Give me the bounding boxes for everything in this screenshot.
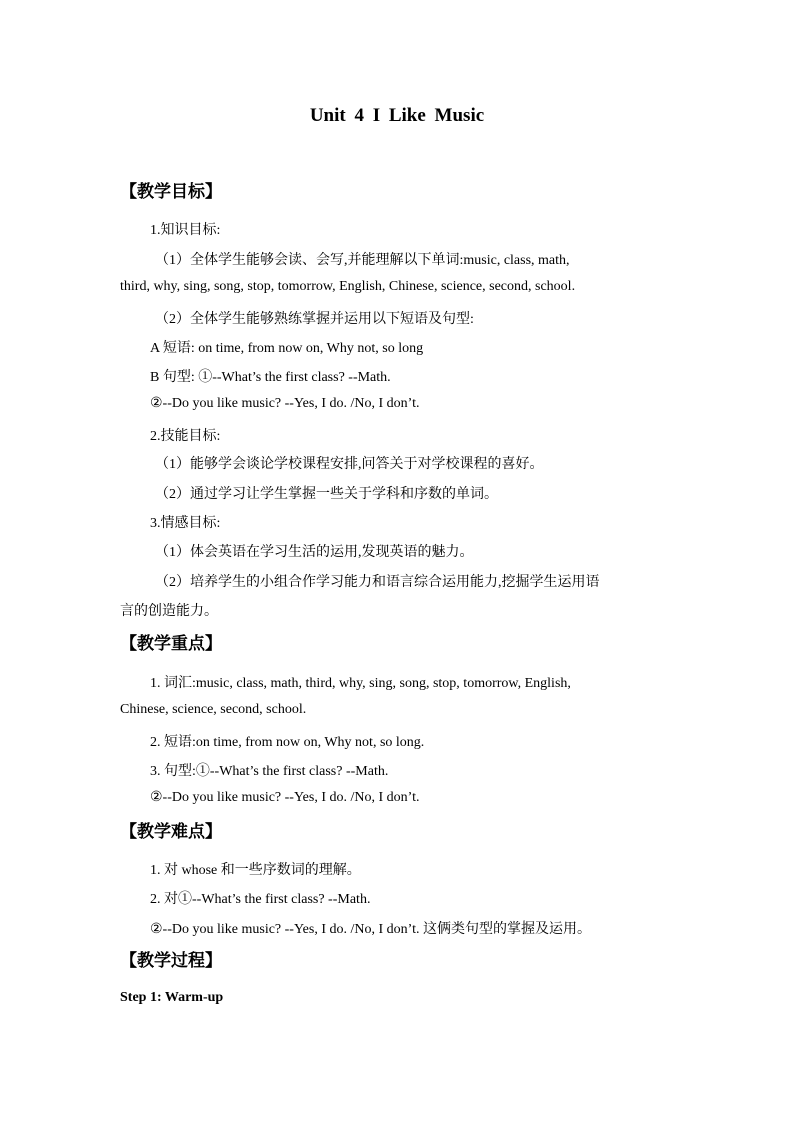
heading-objectives: 【教学目标】 xyxy=(120,182,222,202)
objectives-line: （2）通过学习让学生掌握一些关于学科和序数的单词。 xyxy=(155,487,498,502)
difficulties-line: ②--Do you like music? --Yes, I do. /No, I don’t. 这俩类句型的掌握及运用。 xyxy=(150,922,591,937)
objectives-line: B 句型: ①--What’s the first class? --Math. xyxy=(150,370,391,385)
key-points-line: ②--Do you like music? --Yes, I do. /No, I don’t. xyxy=(150,790,420,805)
key-points-line: 3. 句型:①--What’s the first class? --Math. xyxy=(150,764,389,779)
heading-process: 【教学过程】 xyxy=(120,951,222,971)
heading-key-points: 【教学重点】 xyxy=(120,634,222,654)
objectives-line: 3.情感目标: xyxy=(150,516,221,531)
difficulties-line: 2. 对①--What’s the first class? --Math. xyxy=(150,892,371,907)
heading-difficulties: 【教学难点】 xyxy=(120,822,222,842)
objectives-line: 2.技能目标: xyxy=(150,429,221,444)
objectives-line: 言的创造能力。 xyxy=(120,604,218,619)
objectives-line: 1.知识目标: xyxy=(150,223,221,238)
objectives-line: （2）全体学生能够熟练掌握并运用以下短语及句型: xyxy=(155,312,474,327)
objectives-line: （1）体会英语在学习生活的运用,发现英语的魅力。 xyxy=(155,545,474,560)
objectives-line: ②--Do you like music? --Yes, I do. /No, I don’t. xyxy=(150,396,420,411)
document-title: Unit 4 I Like Music xyxy=(309,105,485,126)
key-points-line: Chinese, science, second, school. xyxy=(120,702,307,717)
key-points-line: 2. 短语:on time, from now on, Why not, so long. xyxy=(150,735,425,750)
objectives-line: A 短语: on time, from now on, Why not, so long xyxy=(150,341,424,356)
objectives-line: （1）全体学生能够会读、会写,并能理解以下单词:music, class, math, xyxy=(155,253,570,268)
objectives-line: （1）能够学会谈论学校课程安排,问答关于对学校课程的喜好。 xyxy=(155,457,544,472)
step-1-label: Step 1: Warm-up xyxy=(120,990,224,1005)
objectives-line: （2）培养学生的小组合作学习能力和语言综合运用能力,挖掘学生运用语 xyxy=(155,575,600,590)
objectives-line: third, why, sing, song, stop, tomorrow, English, Chinese, science, second, school. xyxy=(120,279,576,294)
difficulties-line: 1. 对 whose 和一些序数词的理解。 xyxy=(150,863,361,878)
key-points-line: 1. 词汇:music, class, math, third, why, sing, song, stop, tomorrow, English, xyxy=(150,676,571,691)
